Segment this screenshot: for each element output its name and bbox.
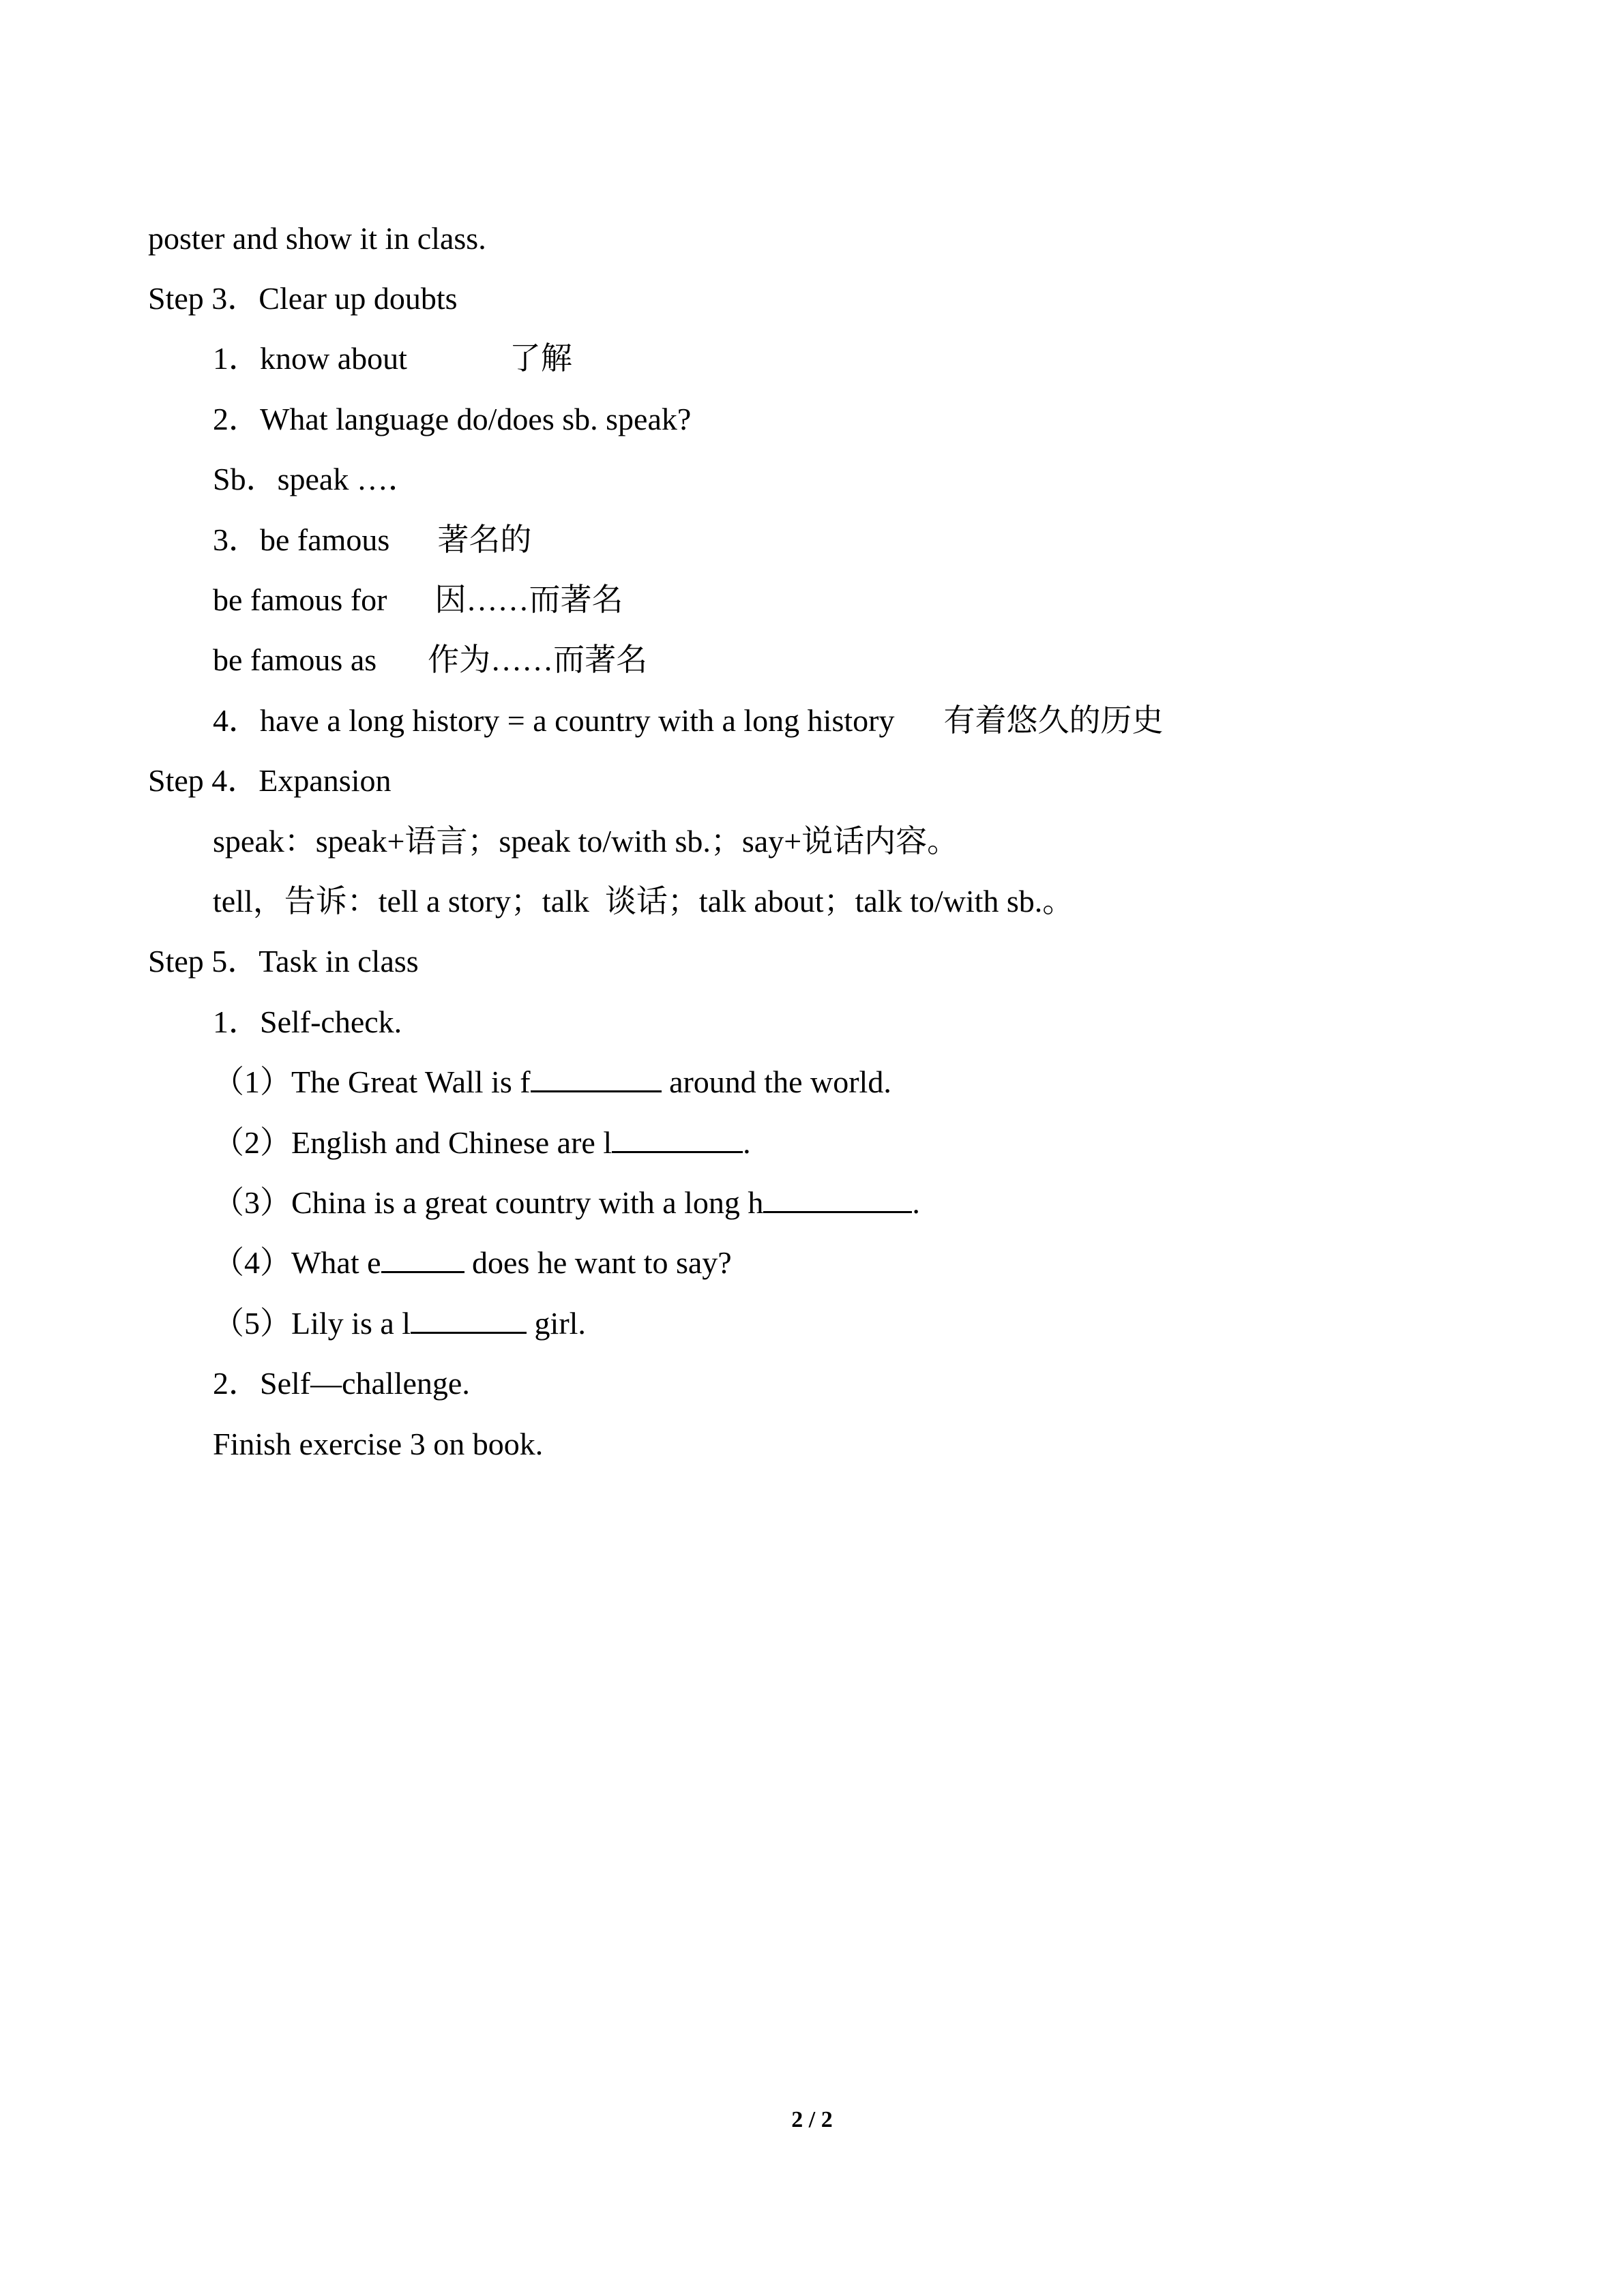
step5-finish: Finish exercise 3 on book. [213,1427,544,1461]
q5-post: girl. [527,1306,586,1341]
item1-zh: 了解 [509,341,572,376]
item3c-en: be famous as [213,642,377,677]
question-1 [213,1062,891,1103]
step3-item2: 2．What language do/does sb. speak? [213,402,692,436]
answer-blank [531,1063,662,1092]
step3-item3b [213,580,623,621]
item3c-zh: 作为……而著名 [428,642,648,677]
question-4 [213,1242,732,1283]
item4-en: 4．have a long history = a country with a long history [213,703,895,738]
q1-pre: （1）The Great Wall is f [213,1064,531,1099]
question-2 [213,1122,751,1163]
item1-en: 1．know about [213,341,407,376]
q5-pre: （5）Lily is a l [213,1306,411,1341]
item3-en: 3．be famous [213,522,390,557]
item3b-zh: 因……而著名 [434,582,623,617]
q4-post: does he want to say? [464,1245,732,1280]
answer-blank [381,1244,464,1273]
step4-line2: tell，告诉：tell a story；talk 谈话；talk about；talk to/with sb.。 [213,884,1074,919]
step3-heading: Step 3．Clear up doubts [148,281,458,316]
step3-item3 [213,520,531,561]
step3-item3c [213,640,647,681]
answer-blank [763,1184,912,1213]
step5-sub2: 2．Self—challenge. [213,1366,470,1401]
item3b-en: be famous for [213,582,387,617]
item3-zh: 著名的 [437,522,532,557]
q3-post: . [912,1185,920,1220]
answer-blank [612,1124,743,1153]
q2-pre: （2）English and Chinese are l [213,1125,612,1160]
q2-post: . [743,1125,751,1160]
q1-post: around the world. [661,1064,891,1099]
step4-heading: Step 4．Expansion [148,763,392,798]
step3-item1 [213,338,572,379]
step5-sub1: 1．Self-check. [213,1004,402,1039]
step5-heading: Step 5．Task in class [148,944,419,979]
q3-pre: （3）China is a great country with a long h [213,1185,764,1220]
question-5 [213,1303,586,1344]
step4-line1: speak：speak+语言；speak to/with sb.；say+说话内容。 [213,824,959,859]
answer-blank [411,1304,527,1334]
page-number: 2 / 2 [791,2107,833,2132]
step3-item2-answer: Sb．speak …． [213,462,419,496]
intro-line: poster and show it in class. [148,221,486,256]
question-3 [213,1182,920,1223]
step3-item4 [213,700,1163,741]
q4-pre: （4）What e [213,1245,381,1280]
item4-zh: 有着悠久的历史 [943,703,1164,738]
